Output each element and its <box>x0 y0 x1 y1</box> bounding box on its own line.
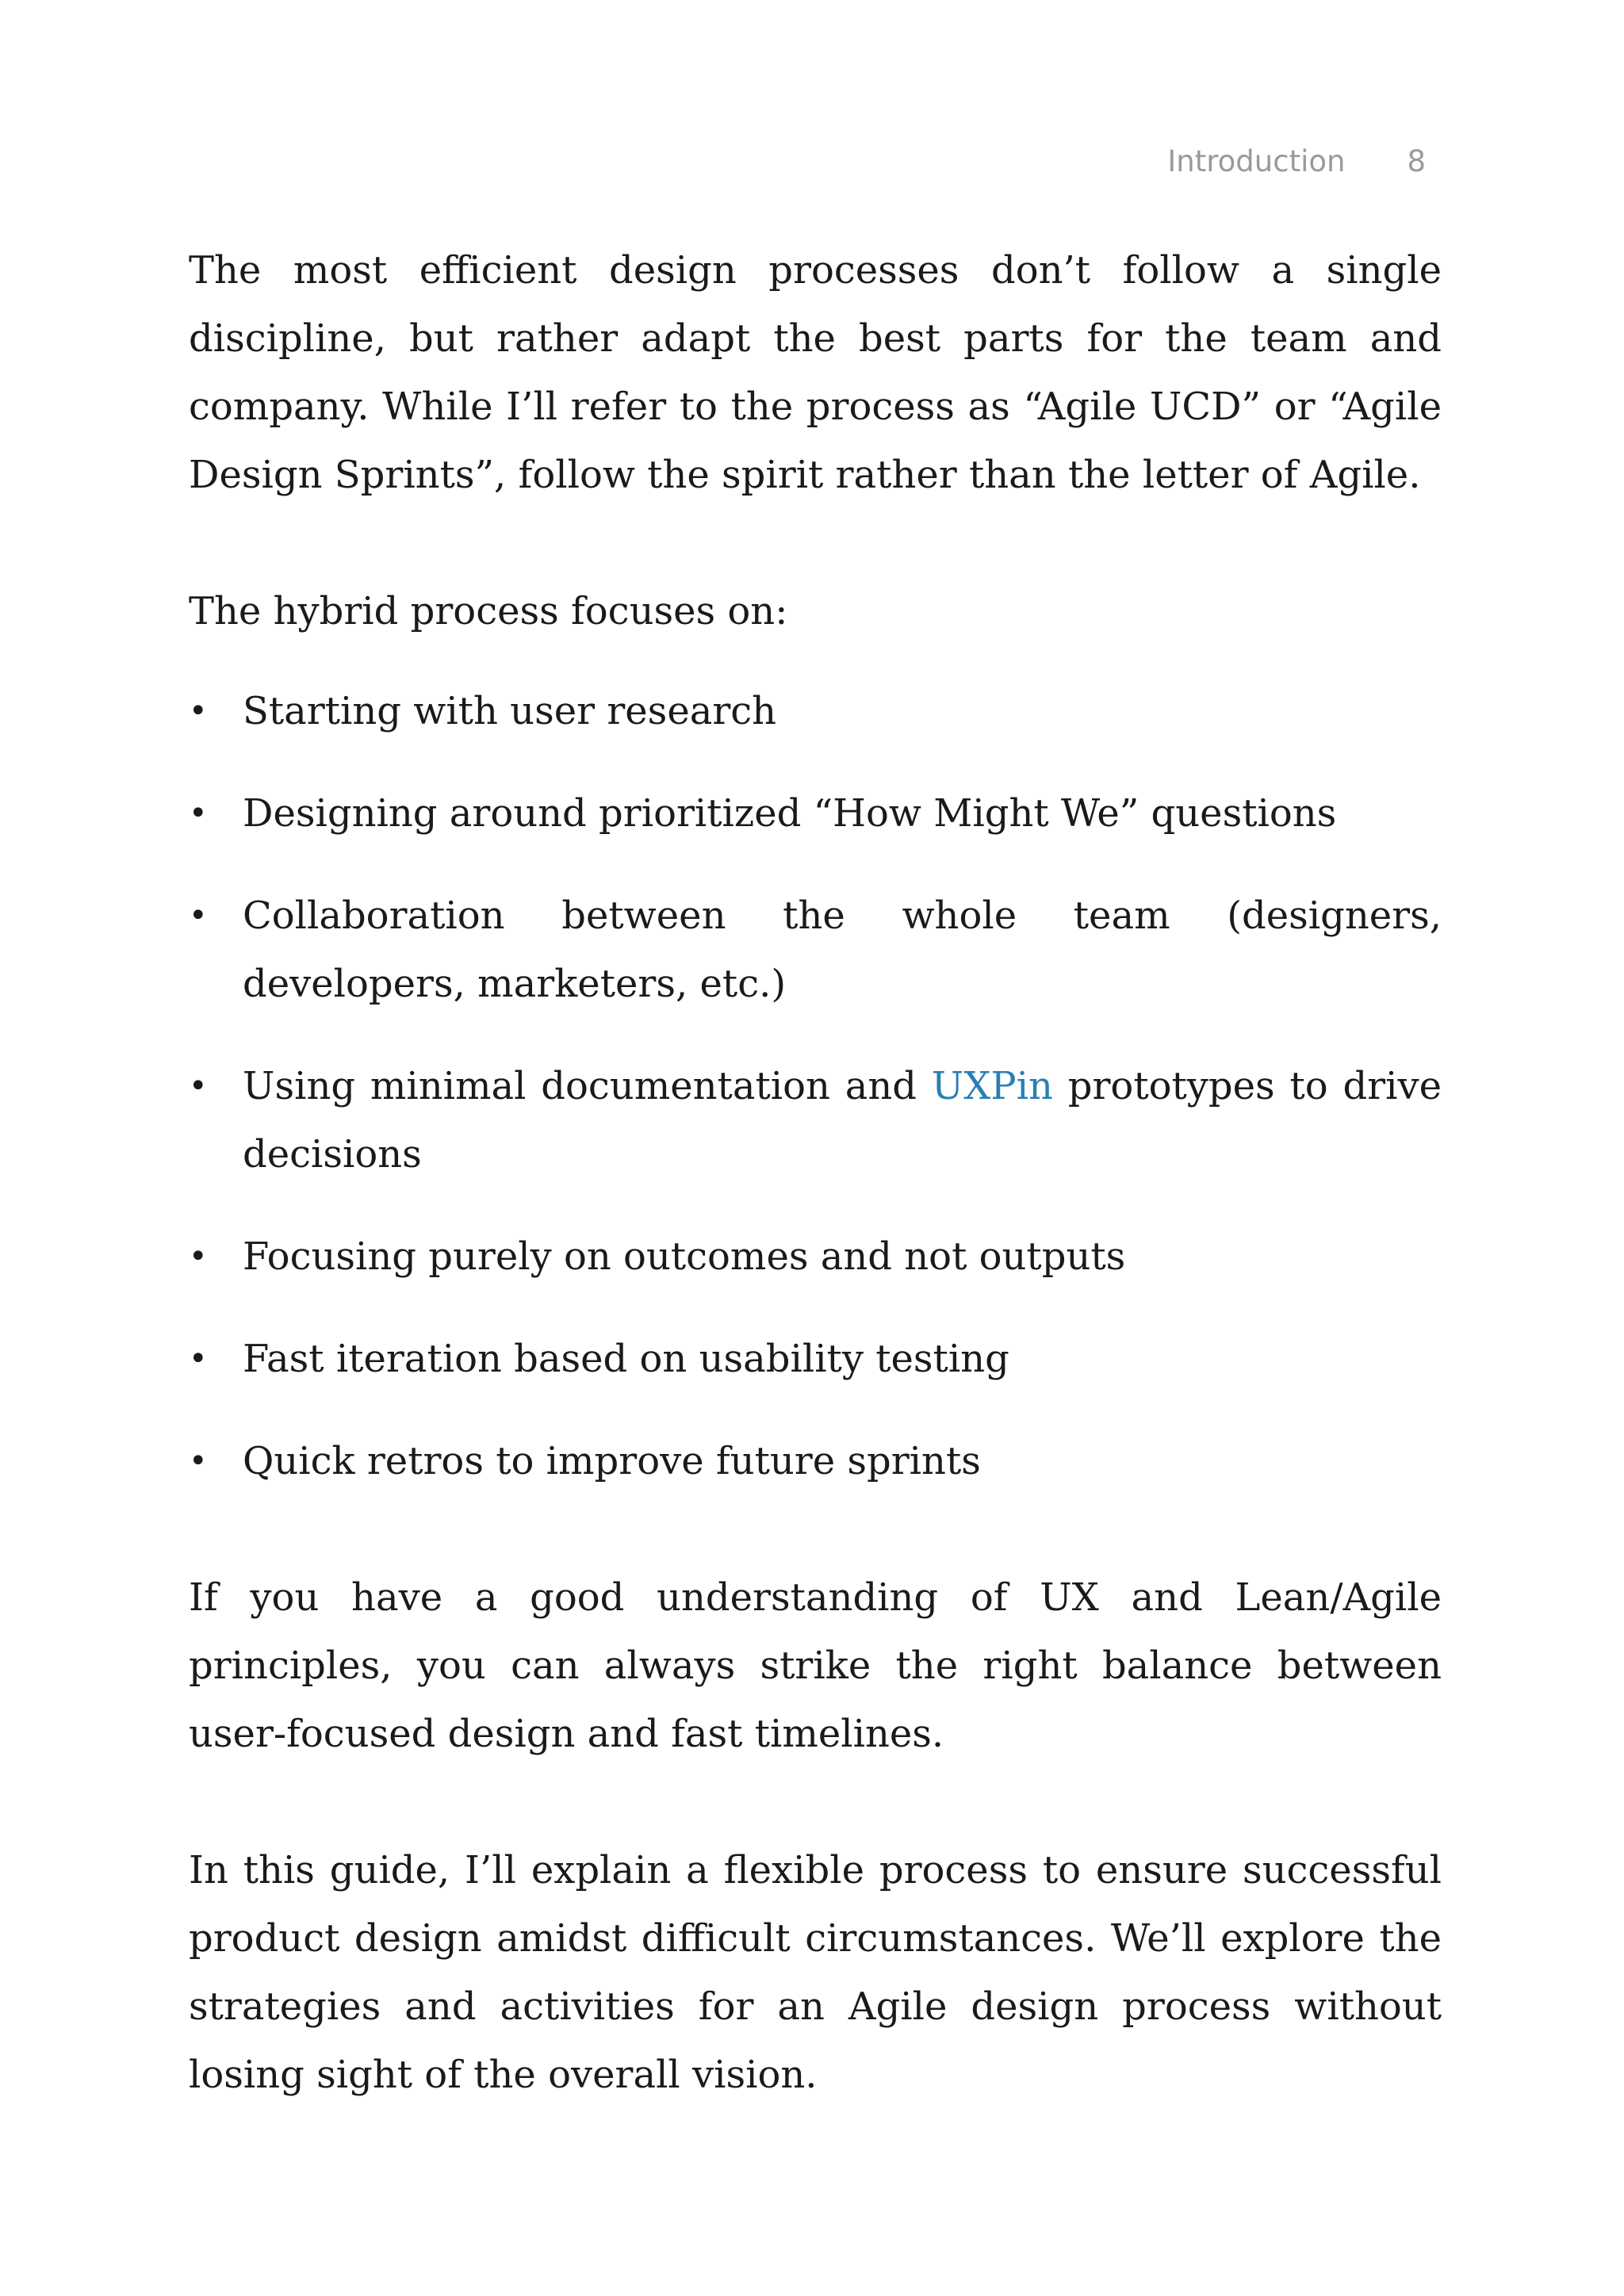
page-body <box>189 236 1442 2109</box>
process-focus-list <box>189 677 1442 1495</box>
bullet-icon: • <box>189 1341 208 1377</box>
bullet-icon: • <box>189 897 208 934</box>
section-title: Introduction <box>1167 144 1346 178</box>
list-item <box>189 1223 1442 1291</box>
list-item <box>189 1427 1442 1495</box>
list-item-text: Fast iteration based on usability testing <box>243 1337 1009 1381</box>
list-item <box>189 1052 1442 1188</box>
list-item-text <box>243 1064 1442 1177</box>
bullet-icon: • <box>189 1443 208 1479</box>
understanding-paragraph: If you have a good understanding of UX and Lean/Agile principles, you can always strike the right balance between user-focused design and fast timelines. <box>189 1575 1442 1756</box>
bullet-icon: • <box>189 1238 208 1275</box>
bullet-icon: • <box>189 1068 208 1104</box>
list-item <box>189 882 1442 1018</box>
list-item-text: Focusing purely on outcomes and not outputs <box>243 1234 1126 1279</box>
list-item-text: Quick retros to improve future sprints <box>243 1439 981 1483</box>
list-item-text: Starting with user research <box>243 689 777 733</box>
bullet-icon: • <box>189 693 208 729</box>
list-item <box>189 779 1442 848</box>
bullet-icon: • <box>189 795 208 832</box>
guide-paragraph: In this guide, I’ll explain a flexible process to ensure successful product design amidst difficult circumstances. We’ll explore the strategies and activities for an Agile design process without losing sight of the overall vision. <box>189 1848 1442 2097</box>
list-item-text-before-link: Using minimal documentation and <box>243 1064 932 1108</box>
list-item <box>189 1325 1442 1393</box>
intro-paragraph: The most efficient design processes don’t follow a single discipline, but rather adapt the best parts for the team and company. While I’ll refer to the process as “Agile UCD” or “Agile Design Sprints”, follow the spirit rather than the letter of Agile. <box>189 248 1442 497</box>
list-item-text: Designing around prioritized “How Might We” questions <box>243 791 1337 836</box>
running-header <box>1167 144 1426 178</box>
uxpin-link[interactable]: UXPin <box>931 1064 1053 1108</box>
list-item-text-after-link: prototypes to drive decisions <box>243 1064 1442 1177</box>
page-number: 8 <box>1407 144 1426 178</box>
list-item-text: Collaboration between the whole team (designers, developers, marketers, etc.) <box>243 894 1442 1006</box>
list-lead: The hybrid process focuses on: <box>189 589 788 633</box>
list-item <box>189 677 1442 745</box>
